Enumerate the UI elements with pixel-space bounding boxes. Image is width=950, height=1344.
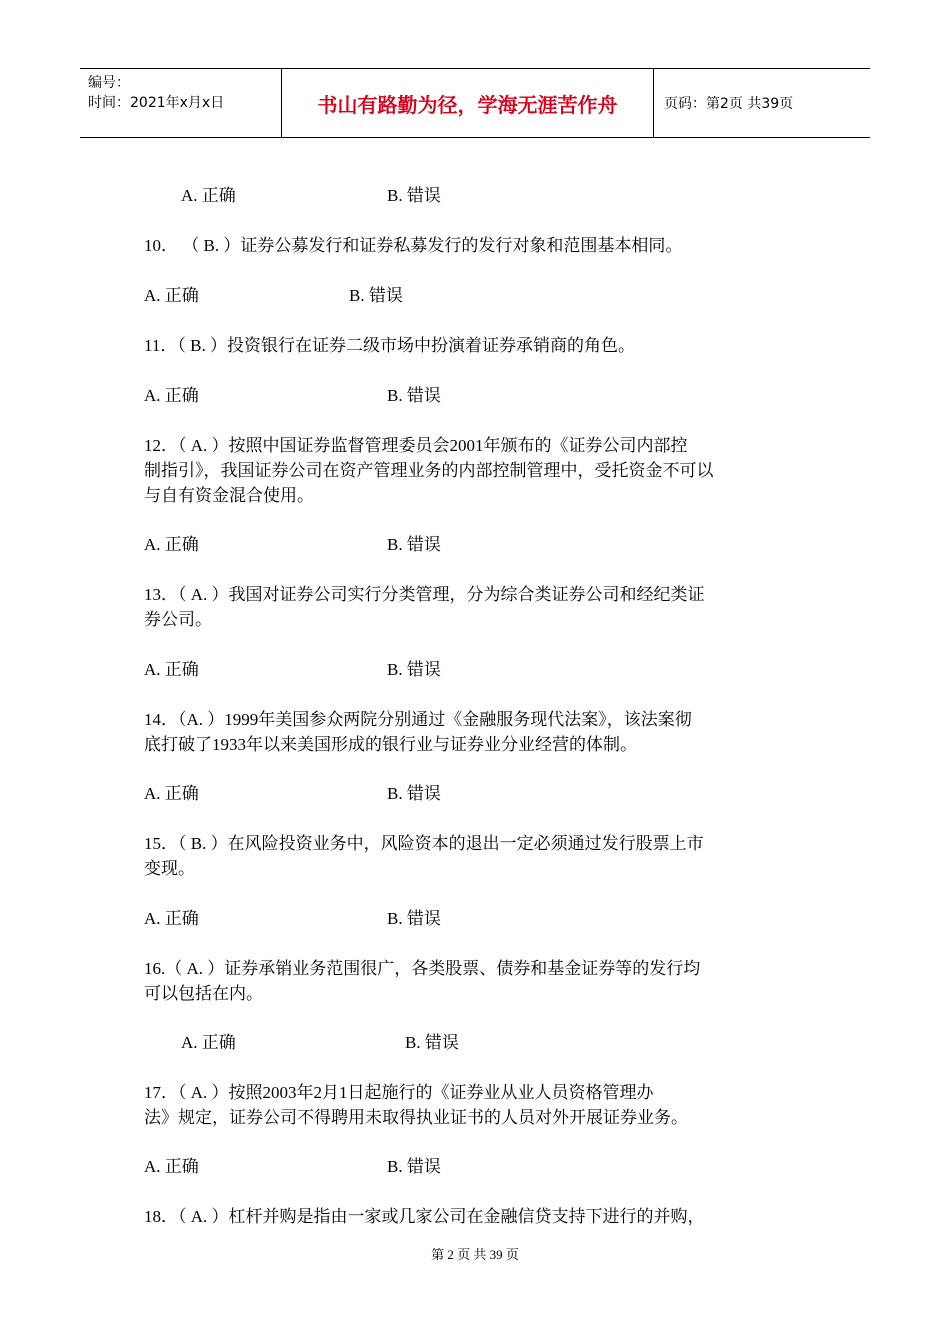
option-a: A. 正确 [144, 386, 199, 405]
option-a: A. 正确 [181, 186, 236, 205]
question-16-line-1: 16.（ A. ）证券承销业务范围很广，各类股票、债券和基金证券等的发行均 [144, 959, 701, 978]
question-12-line-3: 与自有资金混合使用。 [144, 486, 314, 505]
question-17-line-1: 17．（ A. ）按照2003年2月1日起施行的《证券业从业人员资格管理办 [144, 1083, 654, 1102]
option-b: B. 错误 [387, 186, 441, 205]
option-b: B. 错误 [405, 1033, 459, 1052]
question-15-line-2: 变现。 [144, 859, 195, 878]
question-16-line-2: 可以包括在内。 [144, 984, 263, 1003]
header-motto: 书山有路勤为径，学海无涯苦作舟 [282, 69, 654, 137]
page-footer: 第 2 页 共 39 页 [431, 1247, 519, 1262]
question-10: 10． （ B. ）证券公募发行和证券私募发行的发行对象和范围基本相同。 [144, 236, 683, 255]
option-b: B. 错误 [387, 1157, 441, 1176]
page-header [80, 68, 870, 138]
number-label: 编号： [88, 75, 130, 91]
question-12-line-1: 12．（ A. ）按照中国证券监督管理委员会2001年颁布的《证券公司内部控 [144, 436, 688, 455]
question-13-line-1: 13．（ A. ）我国对证券公司实行分类管理，分为综合类证券公司和经纪类证 [144, 585, 705, 604]
option-b: B. 错误 [349, 286, 403, 305]
option-b: B. 错误 [387, 660, 441, 679]
option-b: B. 错误 [387, 784, 441, 803]
question-15-line-1: 15．（ B. ）在风险投资业务中，风险资本的退出一定必须通过发行股票上市 [144, 834, 704, 853]
question-14-line-2: 底打破了1933年以来美国形成的银行业与证券业分业经营的体制。 [144, 735, 637, 754]
question-17-line-2: 法》规定，证券公司不得聘用未取得执业证书的人员对外开展证券业务。 [144, 1108, 688, 1127]
option-a: A. 正确 [144, 535, 199, 554]
option-a: A. 正确 [144, 1157, 199, 1176]
option-a: A. 正确 [144, 286, 199, 305]
option-b: B. 错误 [387, 909, 441, 928]
question-11: 11．（ B. ）投资银行在证券二级市场中扮演着证券承销商的角色。 [144, 336, 635, 355]
question-12-line-2: 制指引》，我国证券公司在资产管理业务的内部控制管理中，受托资金不可以 [144, 461, 714, 480]
option-b: B. 错误 [387, 535, 441, 554]
question-13-line-2: 券公司。 [144, 610, 212, 629]
question-18-line-1: 18．（ A. ）杠杆并购是指由一家或几家公司在金融信贷支持下进行的并购， [144, 1207, 705, 1226]
option-a: A. 正确 [181, 1033, 236, 1052]
option-a: A. 正确 [144, 909, 199, 928]
question-14-line-1: 14．（A. ）1999年美国参众两院分别通过《金融服务现代法案》，该法案彻 [144, 710, 692, 729]
option-b: B. 错误 [387, 386, 441, 405]
time-label: 时间：2021年x月x日 [88, 95, 225, 111]
header-page-info: 页码：第2页 共39页 [664, 96, 794, 112]
option-a: A. 正确 [144, 784, 199, 803]
header-meta [80, 69, 282, 137]
option-a: A. 正确 [144, 660, 199, 679]
